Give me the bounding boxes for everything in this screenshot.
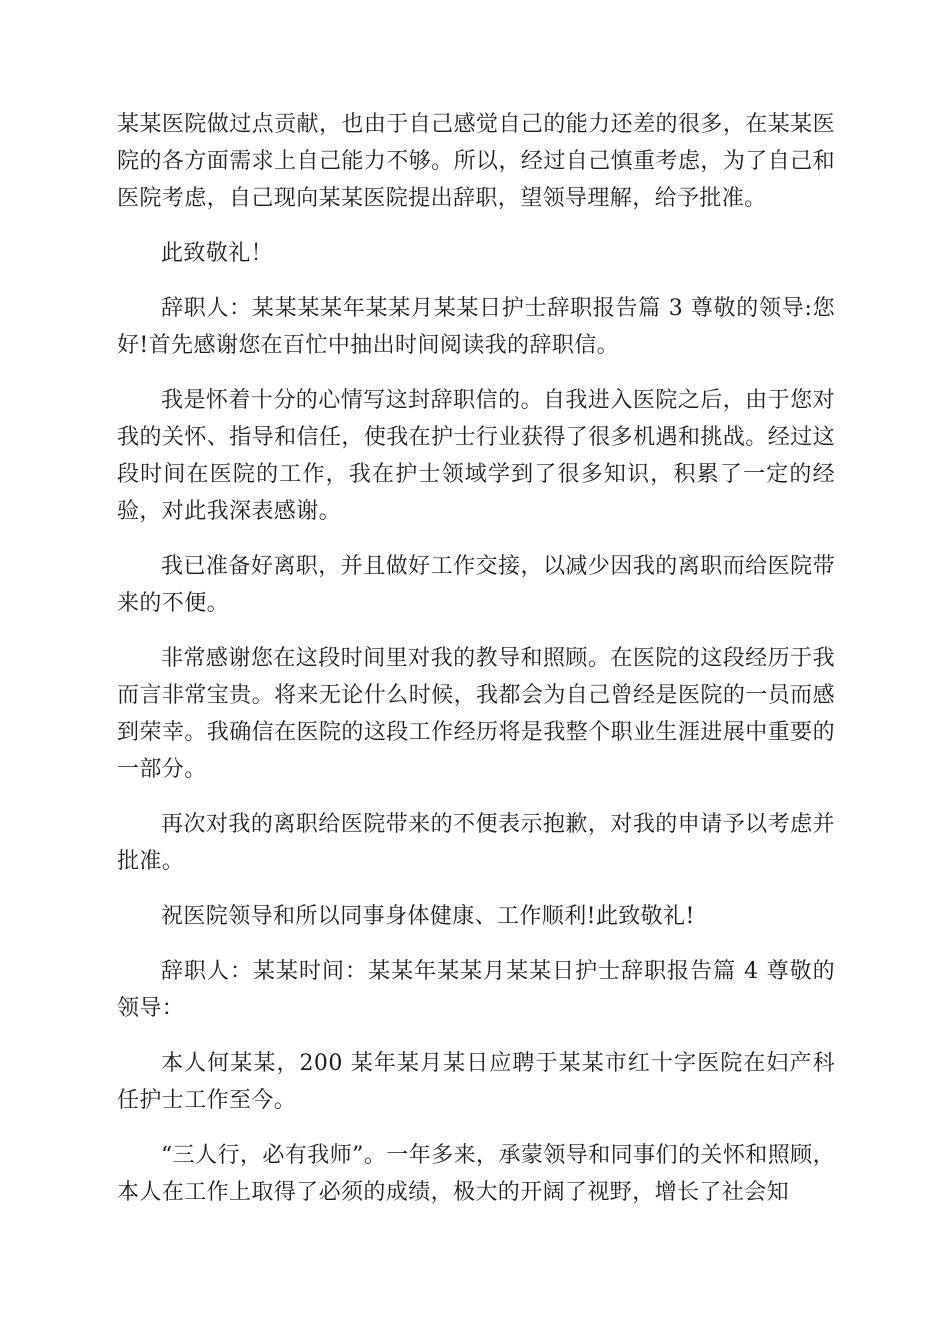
paragraph-signature-report-4: 辞职人：某某时间：某某年某某月某某日护士辞职报告篇 4 尊敬的领导： (117, 959, 835, 1021)
paragraph-experience: “三人行，必有我师”。一年多来，承蒙领导和同事们的关怀和照顾，本人在工作上取得了必须的成绩，极大的开阔了视野，增长了社会知 (117, 1143, 835, 1205)
paragraph-handover: 我已准备好离职，并且做好工作交接，以减少因我的离职而给医院带来的不便。 (117, 554, 835, 616)
paragraph-wishes: 祝医院领导和所以同事身体健康、工作顺利!此致敬礼! (161, 904, 695, 929)
paragraph-thanks: 非常感谢您在这段时间里对我的教导和照顾。在医院的这段经历于我而言非常宝贵。将来无论什么时候，我都会为自己曾经是医院的一员而感到荣幸。我确信在医院的这段工作经历将是我整个职业生涯进展中重要的一部分。 (117, 646, 835, 782)
document-body (117, 106, 835, 1229)
paragraph-introduction: 本人何某某，200 某年某月某日应聘于某某市红十字医院在妇产科任护士工作至今。 (117, 1051, 835, 1113)
paragraph-signature-report-3: 辞职人：某某某某年某某月某某日护士辞职报告篇 3 尊敬的领导:您好!首先感谢您在百忙中抽出时间阅读我的辞职信。 (117, 296, 835, 358)
paragraph-apology: 再次对我的离职给医院带来的不便表示抱歉，对我的申请予以考虑并批准。 (117, 812, 835, 874)
paragraph-gratitude: 我是怀着十分的心情写这封辞职信的。自我进入医院之后，由于您对我的关怀、指导和信任，使我在护士行业获得了很多机遇和挑战。经过这段时间在医院的工作，我在护士领域学到了很多知识，积累了一定的经验，对此我深表感谢。 (117, 388, 835, 524)
paragraph-continuation: 某某医院做过点贡献，也由于自己感觉自己的能力还差的很多，在某某医院的各方面需求上自己能力不够。所以，经过自己慎重考虑，为了自己和医院考虑，自己现向某某医院提出辞职，望领导理解，给予批准。 (117, 112, 835, 211)
paragraph-salutation: 此致敬礼！ (161, 241, 274, 266)
